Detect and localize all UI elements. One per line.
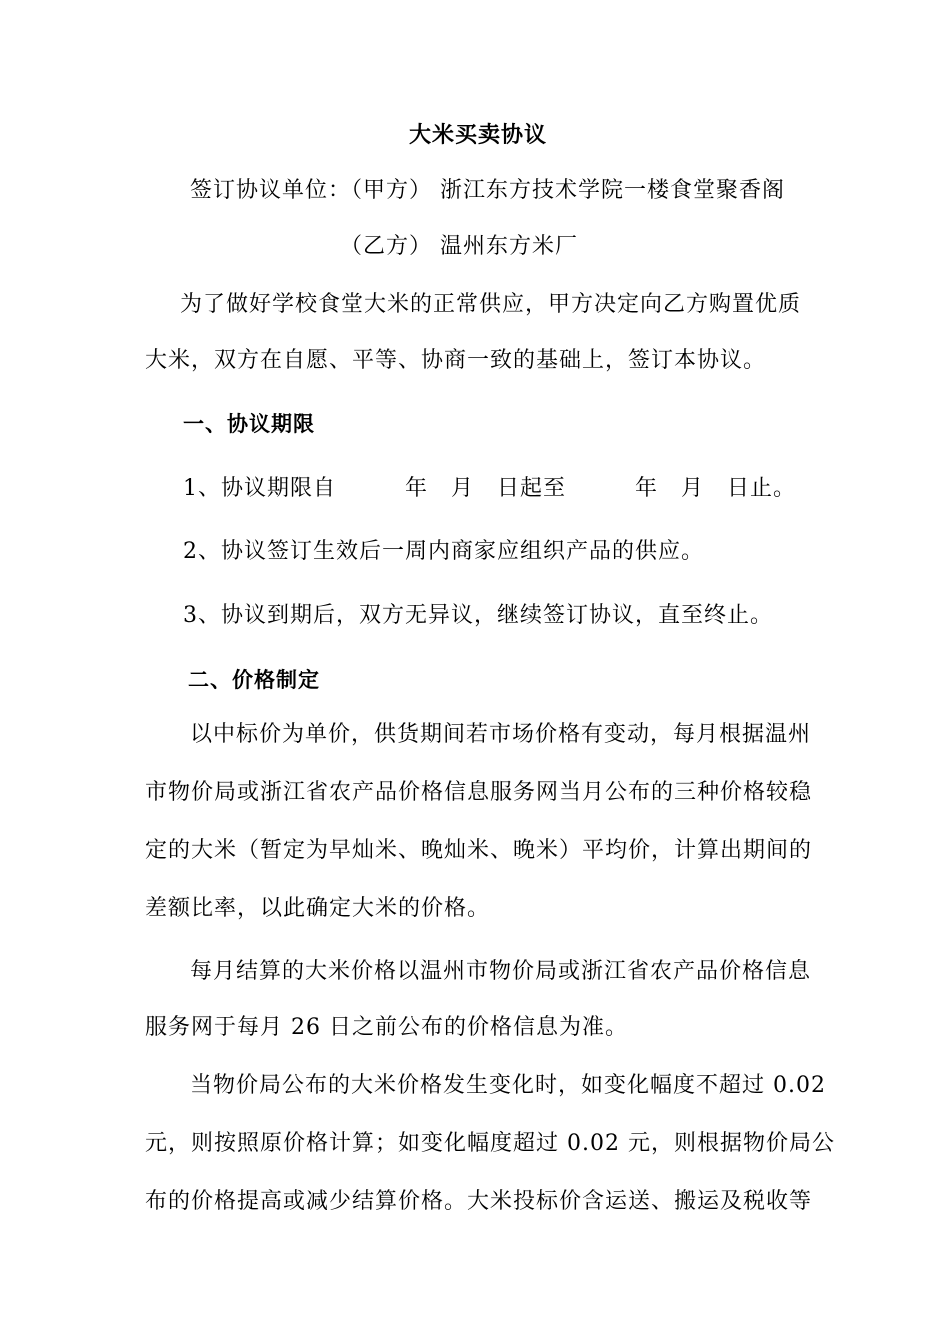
section-2-para-1-line-2: 市物价局或浙江省农产品价格信息服务网当月公布的三种价格较稳 <box>145 780 813 805</box>
section-2-para-3-line-2: 元，则按照原价格计算；如变化幅度超过 0.02 元，则根据物价局公 <box>145 1131 835 1156</box>
section-2-para-1-line-4: 差额比率，以此确定大米的价格。 <box>145 896 491 921</box>
party-b-line: （乙方） 温州东方米厂 <box>340 234 578 259</box>
section-1-item-2: 2、协议签订生效后一周内商家应组织产品的供应。 <box>183 539 704 564</box>
section-2-heading: 二、价格制定 <box>188 668 320 692</box>
section-1-item-1: 1、协议期限自 年 月 日起至 年 月 日止。 <box>183 476 796 501</box>
section-1-heading: 一、协议期限 <box>183 412 315 436</box>
intro-line-1: 为了做好学校食堂大米的正常供应，甲方决定向乙方购置优质 <box>180 292 802 317</box>
section-2-para-3-line-1: 当物价局公布的大米价格发生变化时，如变化幅度不超过 0.02 <box>190 1073 826 1098</box>
document-title: 大米买卖协议 <box>409 123 548 148</box>
section-2-para-1-line-3: 定的大米（暂定为早灿米、晚灿米、晚米）平均价，计算出期间的 <box>145 838 813 863</box>
party-a-line: 签订协议单位：（甲方） 浙江东方技术学院一楼食堂聚香阁 <box>190 178 785 203</box>
section-2-para-3-line-3: 布的价格提高或减少结算价格。大米投标价含运送、搬运及税收等 <box>145 1189 813 1214</box>
section-2-para-2-line-1: 每月结算的大米价格以温州市物价局或浙江省农产品价格信息 <box>190 959 812 984</box>
section-1-item-3: 3、协议到期后，双方无异议，继续签订协议，直至终止。 <box>183 603 773 628</box>
intro-line-2: 大米，双方在自愿、平等、协商一致的基础上，签订本协议。 <box>145 348 767 373</box>
section-2-para-1-line-1: 以中标价为单价，供货期间若市场价格有变动，每月根据温州 <box>190 722 812 747</box>
section-2-para-2-line-2: 服务网于每月 26 日之前公布的价格信息为准。 <box>145 1015 628 1040</box>
